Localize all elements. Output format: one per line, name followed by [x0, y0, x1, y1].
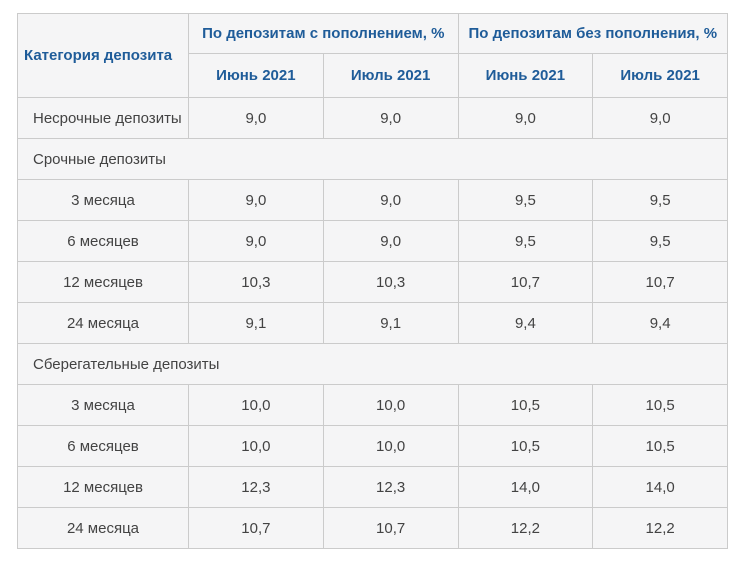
column-header-june-2021-without: Июнь 2021 [458, 54, 593, 98]
rate-cell: 10,0 [323, 385, 458, 426]
table-row [18, 180, 728, 221]
rate-cell: 10,0 [189, 426, 324, 467]
column-group-without-replenishment: По депозитам без пополнения, % [458, 14, 728, 54]
section-row [18, 344, 728, 385]
column-header-june-2021-with: Июнь 2021 [189, 54, 324, 98]
column-header-july-2021-with: Июль 2021 [323, 54, 458, 98]
table-row [18, 385, 728, 426]
rate-cell: 12,3 [323, 467, 458, 508]
rate-cell: 9,0 [189, 98, 324, 139]
rate-cell: 10,5 [593, 385, 728, 426]
rate-cell: 10,7 [189, 508, 324, 549]
table-row [18, 508, 728, 549]
rate-cell: 9,4 [593, 303, 728, 344]
rate-cell: 9,0 [458, 98, 593, 139]
rate-cell: 10,0 [189, 385, 324, 426]
row-label: 6 месяцев [18, 426, 189, 467]
section-label: Срочные депозиты [18, 139, 728, 180]
table-row [18, 467, 728, 508]
row-label: Несрочные депозиты [18, 98, 189, 139]
rate-cell: 12,3 [189, 467, 324, 508]
row-label: 3 месяца [18, 180, 189, 221]
rate-cell: 10,7 [458, 262, 593, 303]
rate-cell: 9,0 [189, 221, 324, 262]
table-row [18, 262, 728, 303]
rate-cell: 9,5 [458, 180, 593, 221]
rate-cell: 9,0 [323, 180, 458, 221]
section-row [18, 139, 728, 180]
rate-cell: 9,0 [593, 98, 728, 139]
deposit-rates-table [17, 13, 728, 549]
column-header-july-2021-without: Июль 2021 [593, 54, 728, 98]
group-header-row [18, 14, 728, 54]
rate-cell: 10,7 [593, 262, 728, 303]
row-label: 12 месяцев [18, 467, 189, 508]
rate-cell: 9,0 [189, 180, 324, 221]
rate-cell: 10,5 [593, 426, 728, 467]
rate-cell: 9,1 [323, 303, 458, 344]
row-label: 24 месяца [18, 303, 189, 344]
rate-cell: 14,0 [458, 467, 593, 508]
table-row [18, 98, 728, 139]
row-label: 12 месяцев [18, 262, 189, 303]
rate-cell: 14,0 [593, 467, 728, 508]
rate-cell: 9,1 [189, 303, 324, 344]
rate-cell: 10,0 [323, 426, 458, 467]
section-label: Сберегательные депозиты [18, 344, 728, 385]
rate-cell: 12,2 [593, 508, 728, 549]
rate-cell: 9,0 [323, 98, 458, 139]
table-row [18, 426, 728, 467]
rate-cell: 10,5 [458, 385, 593, 426]
rate-cell: 12,2 [458, 508, 593, 549]
column-header-category: Категория депозита [18, 14, 189, 98]
table-row [18, 221, 728, 262]
rate-cell: 10,3 [323, 262, 458, 303]
rate-cell: 9,5 [593, 180, 728, 221]
table-row [18, 303, 728, 344]
rate-cell: 9,4 [458, 303, 593, 344]
row-label: 3 месяца [18, 385, 189, 426]
row-label: 24 месяца [18, 508, 189, 549]
rate-cell: 10,3 [189, 262, 324, 303]
column-group-with-replenishment: По депозитам с пополнением, % [189, 14, 459, 54]
rate-cell: 9,0 [323, 221, 458, 262]
rate-cell: 10,7 [323, 508, 458, 549]
rate-cell: 9,5 [458, 221, 593, 262]
rate-cell: 10,5 [458, 426, 593, 467]
rate-cell: 9,5 [593, 221, 728, 262]
row-label: 6 месяцев [18, 221, 189, 262]
